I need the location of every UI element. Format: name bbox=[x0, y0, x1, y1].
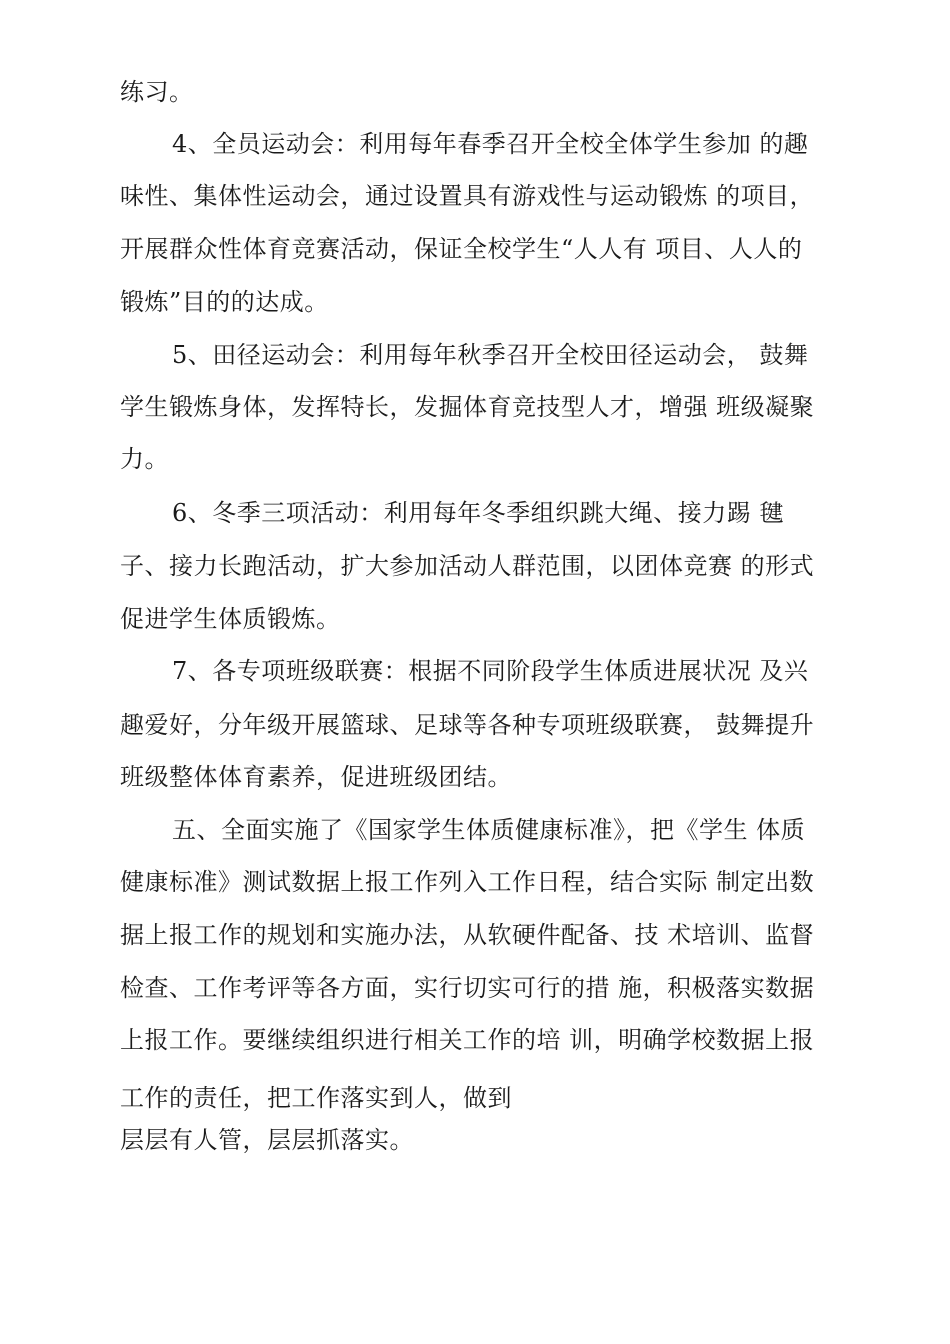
paragraph-5-line: 力。 bbox=[120, 445, 169, 473]
paragraph-7-line: 趣爱好，分年级开展篮球、足球等各种专项班级联赛， 鼓舞提升 bbox=[120, 711, 815, 739]
paragraph-5-line: 学生锻炼身体，发挥特长，发掘体育竞技型人才，增强 班级凝聚 bbox=[120, 393, 815, 421]
paragraph-4-line: 锻炼”目的的达成。 bbox=[120, 288, 329, 316]
paragraph-7-line: 7、各专项班级联赛：根据不同阶段学生体质进展状况 及兴 bbox=[172, 657, 809, 685]
section-5-line: 检查、工作考评等各方面，实行切实可行的措 施，积极落实数据 bbox=[120, 974, 815, 1002]
paragraph-6-line: 子、接力长跑活动，扩大参加活动人群范围，以团体竞赛 的形式 bbox=[120, 552, 815, 580]
section-5-line: 五、全面实施了《国家学生体质健康标准》，把《学生 体质 bbox=[172, 816, 806, 844]
section-5-line: 上报工作。要继续组织进行相关工作的培 训，明确学校数据上报 bbox=[120, 1026, 815, 1054]
section-5-line: 层层有人管，层层抓落实。 bbox=[120, 1126, 414, 1154]
section-5-line: 据上报工作的规划和实施办法，从软硬件配备、技 术培训、监督 bbox=[120, 921, 815, 949]
paragraph-6-line: 促进学生体质锻炼。 bbox=[120, 605, 341, 633]
paragraph-6-line: 6、冬季三项活动：利用每年冬季组织跳大绳、接力踢 毽 bbox=[172, 499, 784, 527]
text-line: 练习。 bbox=[120, 78, 194, 106]
paragraph-4-line: 开展群众性体育竞赛活动，保证全校学生“人人有 项目、人人的 bbox=[120, 235, 803, 263]
section-5-line: 工作的责任，把工作落实到人，做到 bbox=[120, 1084, 512, 1112]
section-5-line: 健康标准》测试数据上报工作列入工作日程，结合实际 制定出数 bbox=[120, 868, 815, 896]
paragraph-4-line: 4、全员运动会：利用每年春季召开全校全体学生参加 的趣 bbox=[172, 130, 809, 158]
paragraph-4-line: 味性、集体性运动会，通过设置具有游戏性与运动锻炼 的项目， bbox=[120, 182, 815, 210]
paragraph-7-line: 班级整体体育素养，促进班级团结。 bbox=[120, 763, 512, 791]
paragraph-5-line: 5、田径运动会：利用每年秋季召开全校田径运动会， 鼓舞 bbox=[172, 341, 809, 369]
